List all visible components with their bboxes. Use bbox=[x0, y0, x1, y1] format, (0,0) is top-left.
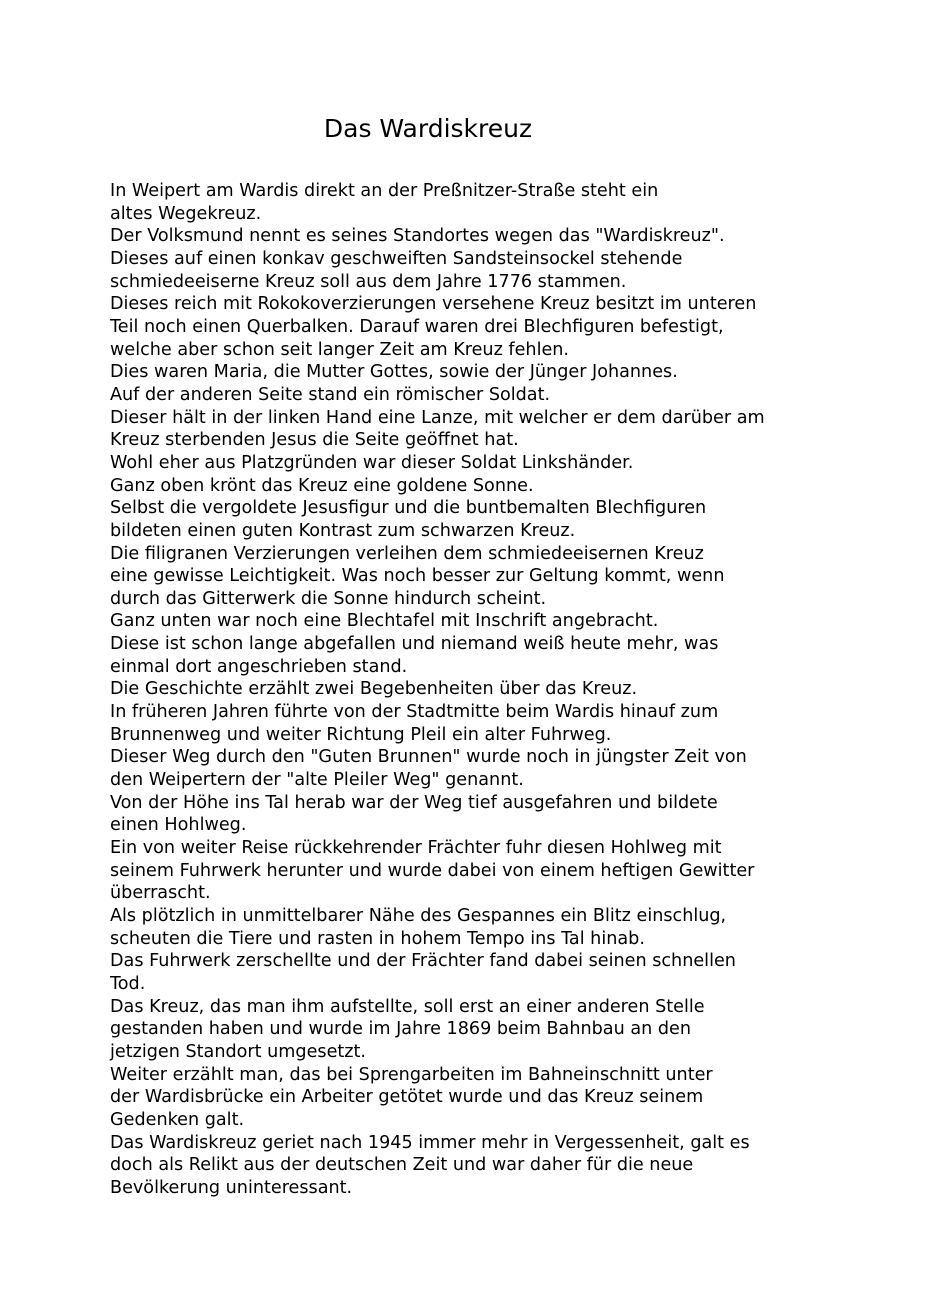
text-line: Dieser Weg durch den "Guten Brunnen" wurde noch in jüngster Zeit von bbox=[110, 747, 747, 768]
text-line: scheuten die Tiere und rasten in hohem Tempo ins Tal hinab. bbox=[110, 928, 645, 949]
text-line: einmal dort angeschrieben stand. bbox=[110, 656, 408, 677]
text-line: den Weipertern der "alte Pleiler Weg" genannt. bbox=[110, 770, 524, 791]
text-line: Ein von weiter Reise rückkehrender Frächter fuhr diesen Hohlweg mit bbox=[110, 838, 722, 859]
text-line: Von der Höhe ins Tal herab war der Weg tief ausgefahren und bildete bbox=[110, 792, 718, 813]
text-line: gestanden haben und wurde im Jahre 1869 beim Bahnbau an den bbox=[110, 1019, 691, 1040]
text-line: überrascht. bbox=[110, 883, 211, 904]
text-line: Dieses auf einen konkav geschweiften Sandsteinsockel stehende bbox=[110, 248, 683, 269]
text-line: Wohl eher aus Platzgründen war dieser Soldat Linkshänder. bbox=[110, 452, 634, 473]
text-line: doch als Relikt aus der deutschen Zeit und war daher für die neue bbox=[110, 1155, 694, 1176]
text-line: Dies waren Maria, die Mutter Gottes, sowie der Jünger Johannes. bbox=[110, 362, 678, 383]
document-title: Das Wardiskreuz bbox=[323, 114, 533, 143]
text-line: welche aber schon seit langer Zeit am Kreuz fehlen. bbox=[110, 339, 570, 360]
text-line: Tod. bbox=[110, 973, 146, 994]
text-line: Selbst die vergoldete Jesusfigur und die buntbemalten Blechfiguren bbox=[110, 498, 707, 519]
text-line: In früheren Jahren führte von der Stadtmitte beim Wardis hinauf zum bbox=[110, 702, 719, 723]
text-line: Auf der anderen Seite stand ein römischer Soldat. bbox=[110, 384, 551, 405]
text-line: Bevölkerung uninteressant. bbox=[110, 1177, 353, 1198]
text-line: Ganz unten war noch eine Blechtafel mit Inschrift angebracht. bbox=[110, 611, 659, 632]
text-line: durch das Gitterwerk die Sonne hindurch scheint. bbox=[110, 588, 547, 609]
text-line: schmiedeeiserne Kreuz soll aus dem Jahre 1776 stammen. bbox=[110, 271, 627, 292]
text-line: einen Hohlweg. bbox=[110, 815, 247, 836]
text-line: Diese ist schon lange abgefallen und niemand weiß heute mehr, was bbox=[110, 634, 719, 655]
text-line: Kreuz sterbenden Jesus die Seite geöffnet hat. bbox=[110, 430, 519, 451]
text-line: Die filigranen Verzierungen verleihen dem schmiedeeisernen Kreuz bbox=[110, 543, 704, 564]
text-line: der Wardisbrücke ein Arbeiter getötet wurde und das Kreuz seinem bbox=[110, 1087, 704, 1108]
text-line: Weiter erzählt man, das bei Sprengarbeiten im Bahneinschnitt unter bbox=[110, 1064, 713, 1085]
text-line: Dieser hält in der linken Hand eine Lanze, mit welcher er dem darüber am bbox=[110, 407, 765, 428]
text-line: seinem Fuhrwerk herunter und wurde dabei von einem heftigen Gewitter bbox=[110, 860, 755, 881]
text-line: Dieses reich mit Rokokoverzierungen versehene Kreuz besitzt im unteren bbox=[110, 294, 757, 315]
text-line: Teil noch einen Querbalken. Darauf waren drei Blechfiguren befestigt, bbox=[110, 316, 724, 337]
document-body bbox=[110, 180, 870, 1200]
text-line: Die Geschichte erzählt zwei Begebenheiten über das Kreuz. bbox=[110, 679, 638, 700]
text-line: altes Wegekreuz. bbox=[110, 203, 262, 224]
text-line: Gedenken galt. bbox=[110, 1109, 245, 1130]
text-line: Das Kreuz, das man ihm aufstellte, soll erst an einer anderen Stelle bbox=[110, 996, 705, 1017]
text-line: Das Fuhrwerk zerschellte und der Frächter fand dabei seinen schnellen bbox=[110, 951, 736, 972]
text-line: Ganz oben krönt das Kreuz eine goldene Sonne. bbox=[110, 475, 534, 496]
text-line: bildeten einen guten Kontrast zum schwarzen Kreuz. bbox=[110, 520, 576, 541]
text-line: In Weipert am Wardis direkt an der Preßnitzer-Straße steht ein bbox=[110, 181, 659, 201]
text-line: jetzigen Standort umgesetzt. bbox=[110, 1041, 367, 1062]
text-line: Als plötzlich in unmittelbarer Nähe des Gespannes ein Blitz einschlug, bbox=[110, 906, 727, 926]
text-line: Der Volksmund nennt es seines Standortes wegen das "Wardiskreuz". bbox=[110, 226, 725, 247]
text-line: eine gewisse Leichtigkeit. Was noch besser zur Geltung kommt, wenn bbox=[110, 566, 725, 587]
text-line: Das Wardiskreuz geriet nach 1945 immer mehr in Vergessenheit, galt es bbox=[110, 1132, 750, 1153]
text-line: Brunnenweg und weiter Richtung Pleil ein alter Fuhrweg. bbox=[110, 724, 612, 745]
